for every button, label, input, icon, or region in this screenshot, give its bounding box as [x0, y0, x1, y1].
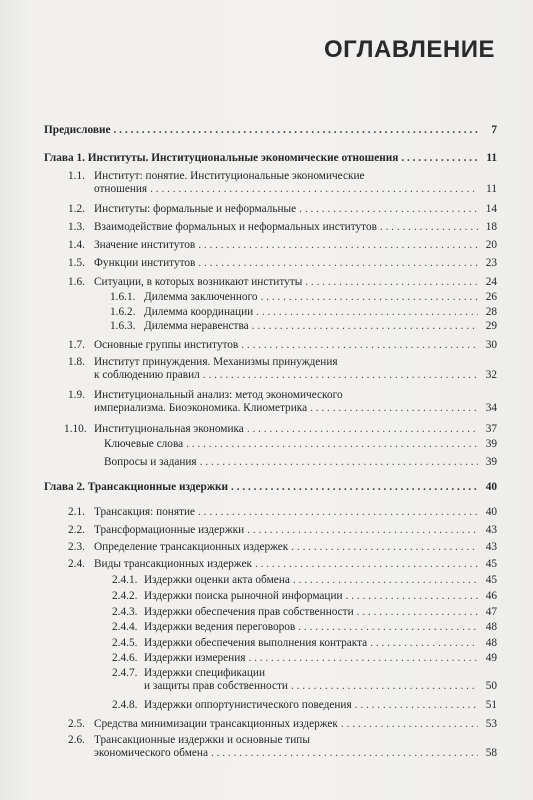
- toc-entry-page: 18: [485, 221, 497, 233]
- toc-entry-page: 39: [485, 456, 497, 468]
- toc-entry-page: 40: [485, 481, 497, 493]
- toc-entry-number: 2.3.: [68, 541, 85, 553]
- leader-dots: [241, 339, 478, 352]
- toc-entry-number: 2.4.8.: [112, 699, 138, 711]
- toc-entry-page: 40: [485, 506, 497, 518]
- leader-dots: [305, 276, 478, 289]
- toc-entry-number: 2.4.: [68, 558, 85, 570]
- toc-entry-title: Дилемма координации: [144, 306, 254, 318]
- toc-entry: [68, 506, 497, 519]
- toc-entry-number: 1.10.: [64, 423, 87, 435]
- toc-entry-title: Ключевые слова: [104, 438, 184, 450]
- leader-dots: [401, 152, 478, 165]
- toc-entry-page: 28: [485, 306, 497, 318]
- toc-entry-title: Трансформационные издержки: [94, 524, 245, 536]
- toc-entry: [68, 221, 497, 234]
- toc-entry-number: 2.1.: [68, 506, 85, 518]
- toc-entry-title: Издержки измерения: [144, 652, 246, 664]
- toc-entry-title: Предисловие: [44, 124, 111, 136]
- toc-entry: [112, 637, 497, 650]
- leader-dots: [346, 590, 478, 603]
- toc-entry-number: 1.9.: [68, 389, 85, 401]
- toc-entry-title: империализма. Биоэкономика. Клиометрика: [94, 402, 308, 414]
- leader-dots: [200, 456, 478, 469]
- toc-entry-number: 2.6.: [68, 734, 85, 746]
- leader-dots: [355, 699, 478, 712]
- toc-entry: [68, 734, 497, 760]
- toc-entry-title-line: Издержки спецификации: [144, 667, 265, 679]
- toc-entry-page: 49: [485, 652, 497, 664]
- toc-entry-number: 1.6.2.: [110, 306, 136, 318]
- toc-entry-number: 1.7.: [68, 339, 85, 351]
- leader-dots: [247, 423, 478, 436]
- leader-dots: [231, 481, 478, 494]
- leader-dots: [357, 606, 478, 619]
- toc-entry: [68, 541, 497, 554]
- toc-entry: [68, 558, 497, 571]
- toc-entry-number: 2.4.7.: [112, 667, 138, 679]
- leader-dots: [261, 291, 478, 304]
- toc-entry: [68, 239, 497, 252]
- toc-entry: [104, 456, 497, 469]
- toc-entry-title: Функции институтов: [94, 257, 196, 269]
- toc-entry-page: 51: [485, 699, 497, 711]
- leader-dots: [293, 574, 478, 587]
- toc-entry: [68, 718, 497, 731]
- toc-entry: [110, 306, 497, 319]
- toc-entry-page: 45: [485, 574, 497, 586]
- toc-entry-page: 43: [485, 541, 497, 553]
- toc-entry: [112, 699, 497, 712]
- toc-entry-number: 1.3.: [68, 221, 85, 233]
- toc-entry-page: 53: [485, 718, 497, 730]
- toc-entry-title: Дилемма заключенного: [144, 291, 258, 303]
- toc-entry-title: Основные группы институтов: [94, 339, 239, 351]
- toc-entry-page: 14: [485, 203, 497, 215]
- toc-entry-number: 2.4.4.: [112, 621, 138, 633]
- toc-entry-title: Взаимодействие формальных и неформальных институтов: [94, 221, 377, 233]
- leader-dots: [370, 637, 478, 650]
- toc-entry-title: Дилемма неравенства: [144, 320, 249, 332]
- toc-entry-title-line: Институт принуждения. Механизмы принуждения: [94, 356, 338, 368]
- toc-entry: [110, 291, 497, 304]
- toc-entry: [110, 320, 497, 333]
- toc-entry-title: Трансакция: понятие: [94, 506, 196, 518]
- toc-entry-page: 58: [485, 747, 497, 759]
- toc-entry: [68, 276, 497, 289]
- toc-entry-title: Ситуации, в которых возникают институты: [94, 276, 303, 288]
- toc-entry-title: Издержки обеспечения прав собственности: [144, 606, 354, 618]
- toc-entry-page: 24: [485, 276, 497, 288]
- toc-entry-title: и защиты прав собственности: [144, 680, 288, 692]
- toc-entry: [68, 203, 497, 216]
- toc-entry-page: 39: [485, 438, 497, 450]
- toc-entry-page: 11: [486, 152, 497, 164]
- leader-dots: [310, 402, 478, 415]
- leader-dots: [256, 306, 478, 319]
- page-title: ОГЛАВЛЕНИЕ: [323, 36, 495, 63]
- toc-entry-page: 50: [485, 680, 497, 692]
- leader-dots: [150, 183, 478, 196]
- toc-entry-title-line: Институт: понятие. Институциональные экономические: [94, 170, 365, 182]
- toc-entry-page: 20: [485, 239, 497, 251]
- toc-entry-page: 43: [485, 524, 497, 536]
- leader-dots: [248, 652, 478, 665]
- toc-entry-page: 32: [485, 369, 497, 381]
- toc-entry-page: 45: [485, 558, 497, 570]
- toc-entry: [44, 124, 497, 137]
- toc-entry-title: отношения: [94, 183, 148, 195]
- leader-dots: [198, 506, 478, 519]
- toc-entry-title: Вопросы и задания: [104, 456, 197, 468]
- toc-entry-title: Средства минимизации трансакционных издержек: [94, 718, 338, 730]
- toc-entry: [44, 152, 497, 165]
- toc-entry-number: 2.2.: [68, 524, 85, 536]
- toc-entry: [68, 524, 497, 537]
- toc-entry: [112, 590, 497, 603]
- leader-dots: [211, 747, 478, 760]
- toc-entry: [44, 481, 497, 494]
- toc-entry-title: к соблюдению правил: [94, 369, 200, 381]
- leader-dots: [299, 203, 478, 216]
- leader-dots: [247, 524, 478, 537]
- toc-entry: [112, 652, 497, 665]
- leader-dots: [252, 320, 478, 333]
- leader-dots: [298, 621, 478, 634]
- toc-entry-page: 34: [485, 402, 497, 414]
- toc-entry-title: Глава 1. Институты. Институциональные экономические отношения: [44, 152, 399, 164]
- toc-entry-page: 48: [485, 637, 497, 649]
- toc-entry-title: Издержки ведения переговоров: [144, 621, 296, 633]
- leader-dots: [341, 718, 478, 731]
- toc-entry-page: 26: [485, 291, 497, 303]
- toc-entry: [112, 621, 497, 634]
- toc-entry: [68, 389, 497, 415]
- toc-entry-number: 2.4.1.: [112, 574, 138, 586]
- toc-entry: [68, 356, 497, 382]
- toc-entry-title-line: Трансакционные издержки и основные типы: [94, 734, 310, 746]
- toc-entry: [68, 257, 497, 270]
- toc-entry-number: 1.2.: [68, 203, 85, 215]
- toc-entry-page: 46: [485, 590, 497, 602]
- leader-dots: [114, 124, 478, 137]
- toc-entry-page: 23: [485, 257, 497, 269]
- toc-entry-title: Издержки оценки акта обмена: [144, 574, 290, 586]
- toc-entry-page: 29: [485, 320, 497, 332]
- toc-entry-number: 2.4.2.: [112, 590, 138, 602]
- toc-entry-page: 48: [485, 621, 497, 633]
- leader-dots: [255, 558, 478, 571]
- toc-entry-page: 11: [486, 183, 497, 195]
- leader-dots: [380, 221, 478, 234]
- toc-entry-number: 1.6.: [68, 276, 85, 288]
- toc-entry-title: Институциональная экономика: [94, 423, 244, 435]
- leader-dots: [291, 680, 478, 693]
- toc-entry: [68, 170, 497, 196]
- toc-entry-number: 1.5.: [68, 257, 85, 269]
- leader-dots: [198, 239, 478, 252]
- toc-entry: [68, 339, 497, 352]
- toc-entry-title: Издержки оппортунистического поведения: [144, 699, 352, 711]
- toc-entry-page: 47: [485, 606, 497, 618]
- toc-entry-number: 1.6.1.: [110, 291, 136, 303]
- toc-entry-title: Определение трансакционных издержек: [94, 541, 289, 553]
- toc-entry: [112, 667, 497, 693]
- toc-entry: [112, 574, 497, 587]
- leader-dots: [186, 438, 478, 451]
- toc-entry-page: 37: [485, 423, 497, 435]
- toc-entry-number: 1.6.3.: [110, 320, 136, 332]
- toc-entry-number: 1.4.: [68, 239, 85, 251]
- toc-entry-number: 2.4.5.: [112, 637, 138, 649]
- toc-entry-title: Институты: формальные и неформальные: [94, 203, 297, 215]
- toc-entry-number: 2.4.6.: [112, 652, 138, 664]
- toc-entry-title: экономического обмена: [94, 747, 208, 759]
- toc-entry-title: Значение институтов: [94, 239, 196, 251]
- toc-entry: [64, 423, 497, 436]
- toc-entry-title: Виды трансакционных издержек: [94, 558, 252, 570]
- toc-entry-title-line: Институциональный анализ: метод экономического: [94, 389, 343, 401]
- toc-entry: [112, 606, 497, 619]
- leader-dots: [198, 257, 478, 270]
- toc-entry-number: 1.8.: [68, 356, 85, 368]
- leader-dots: [203, 369, 478, 382]
- toc-entry-page: 7: [491, 124, 497, 136]
- toc-entry-title: Глава 2. Трансакционные издержки: [44, 481, 229, 493]
- toc-entry-number: 1.1.: [68, 170, 85, 182]
- toc-entry-number: 2.4.3.: [112, 606, 138, 618]
- toc-entry: [104, 438, 497, 451]
- toc-entry-title: Издержки поиска рыночной информации: [144, 590, 343, 602]
- toc-entry-number: 2.5.: [68, 718, 85, 730]
- toc-entry-page: 30: [485, 339, 497, 351]
- toc-entry-title: Издержки обеспечения выполнения контракта: [144, 637, 368, 649]
- leader-dots: [291, 541, 478, 554]
